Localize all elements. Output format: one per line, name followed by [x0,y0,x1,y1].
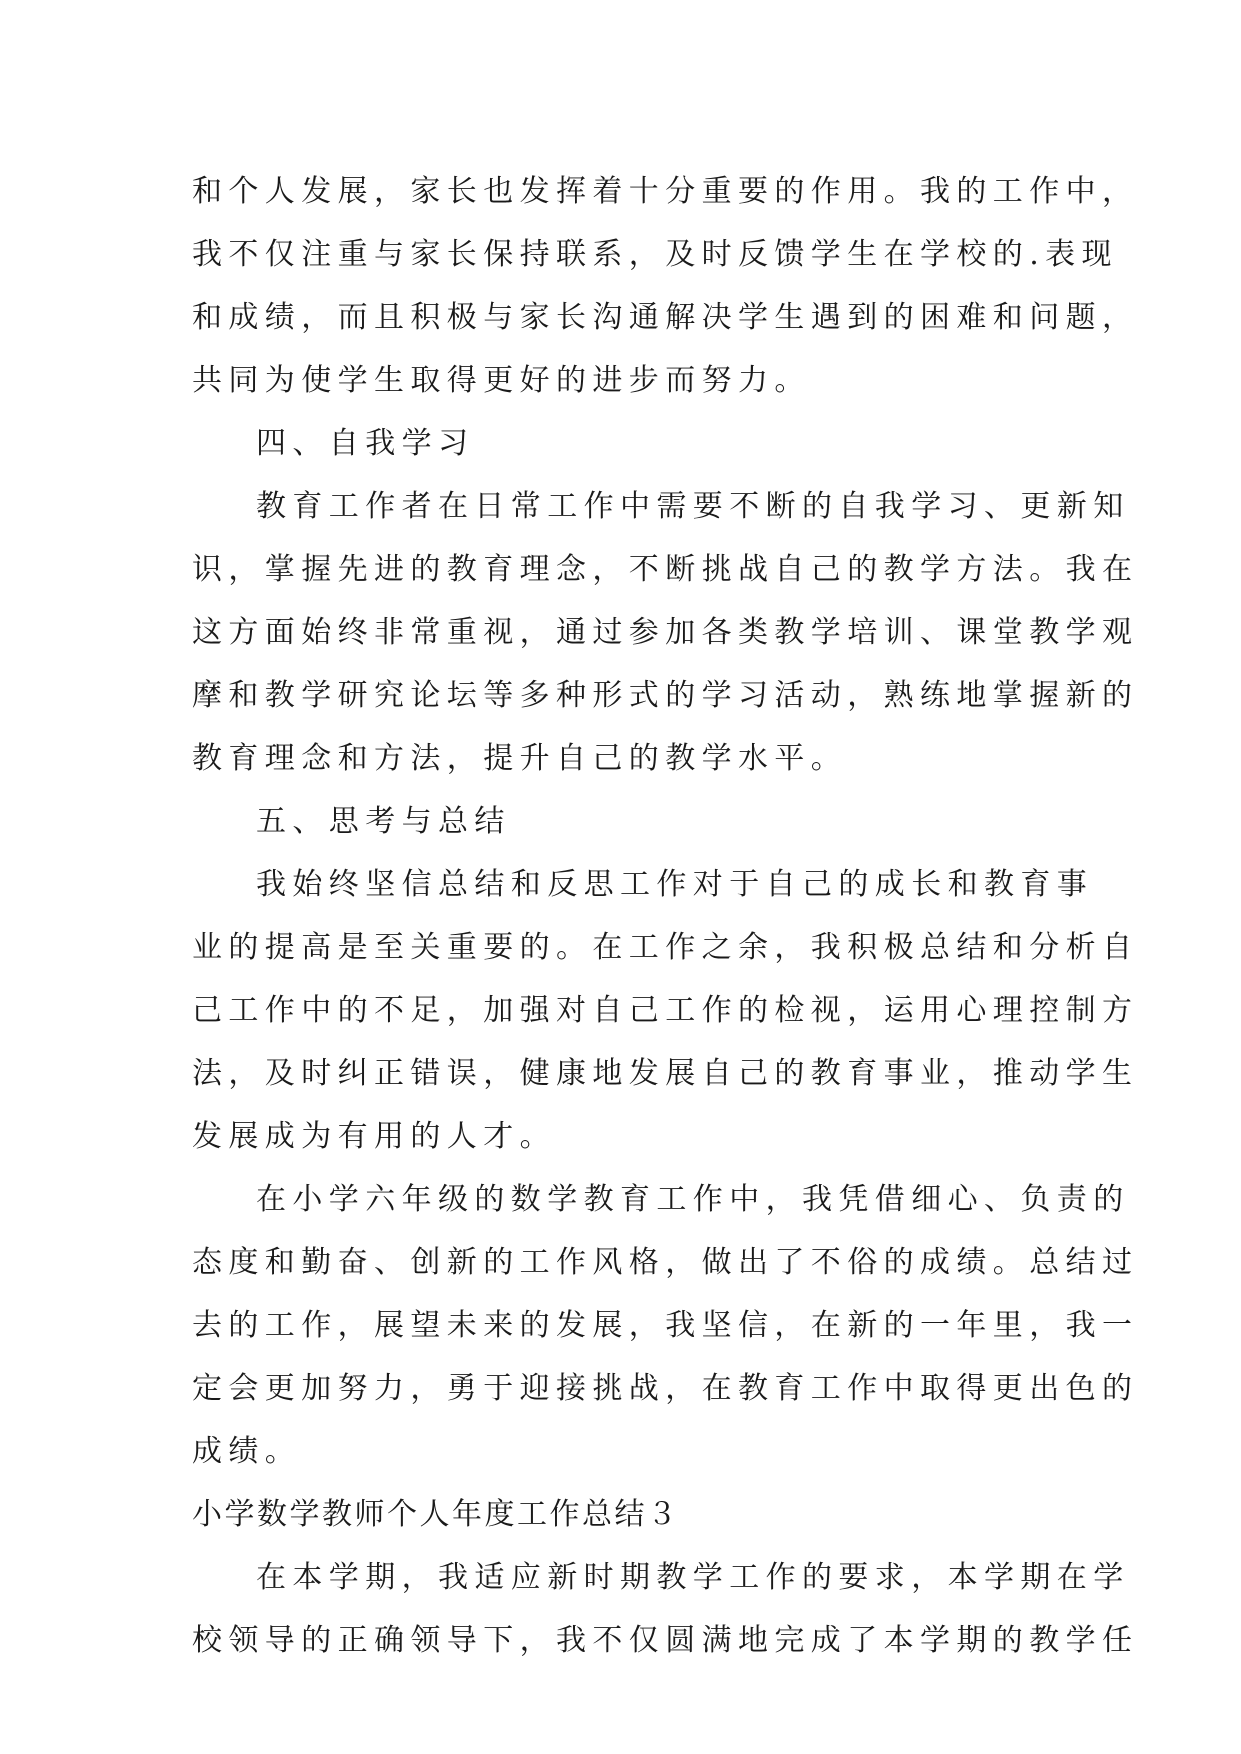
text-line: 定会更加努力，勇于迎接挑战，在教育工作中取得更出色的 [192,1371,1139,1406]
text-line: 摩和教学研究论坛等多种形式的学习活动，熟练地掌握新的 [192,678,1139,713]
paragraph-semester-intro [192,1546,1139,1672]
text-line: 校领导的正确领导下，我不仅圆满地完成了本学期的教学任 [192,1623,1139,1658]
section-heading-reflection [192,790,1062,853]
section-heading-self-study [192,412,1062,475]
text-line: 和个人发展，家长也发挥着十分重要的作用。我的工作中， [192,174,1139,209]
paragraph-parent-communication [192,160,1139,412]
title-text: 小学数学教师个人年度工作总结３ [192,1497,680,1532]
text-line: 去的工作，展望未来的发展，我坚信，在新的一年里，我一 [192,1308,1139,1343]
text-line: 和成绩，而且积极与家长沟通解决学生遇到的困难和问题， [192,300,1139,335]
document-title-3 [192,1483,1062,1546]
text-line: 成绩。 [192,1434,302,1469]
text-line: 教育理念和方法，提升自己的教学水平。 [192,741,848,776]
text-line: 这方面始终非常重视，通过参加各类教学培训、课堂教学观 [192,615,1139,650]
paragraph-reflection [192,853,1139,1168]
paragraph-conclusion [192,1168,1139,1483]
text-line: 法，及时纠正错误，健康地发展自己的教育事业，推动学生 [192,1056,1139,1091]
text-line: 我不仅注重与家长保持联系，及时反馈学生在学校的.表现 [192,237,1118,272]
text-line: 发展成为有用的人才。 [192,1119,556,1154]
text-line: 态度和勤奋、创新的工作风格，做出了不俗的成绩。总结过 [192,1245,1139,1280]
document-body [192,160,1139,1672]
text-line: 共同为使学生取得更好的进步而努力。 [192,363,811,398]
text-line: 识，掌握先进的教育理念，不断挑战自己的教学方法。我在 [192,552,1139,587]
heading-text: 五、思考与总结 [256,804,511,839]
text-line: 业的提高是至关重要的。在工作之余，我积极总结和分析自 [192,930,1139,965]
paragraph-self-study [192,475,1139,790]
text-line: 己工作中的不足，加强对自己工作的检视，运用心理控制方 [192,993,1139,1028]
heading-text: 四、自我学习 [256,426,475,461]
text-line: 在本学期，我适应新时期教学工作的要求，本学期在学 [256,1560,1130,1595]
text-line: 我始终坚信总结和反思工作对于自己的成长和教育事 [256,867,1094,902]
text-line: 在小学六年级的数学教育工作中，我凭借细心、负责的 [256,1182,1130,1217]
text-line: 教育工作者在日常工作中需要不断的自我学习、更新知 [256,489,1130,524]
